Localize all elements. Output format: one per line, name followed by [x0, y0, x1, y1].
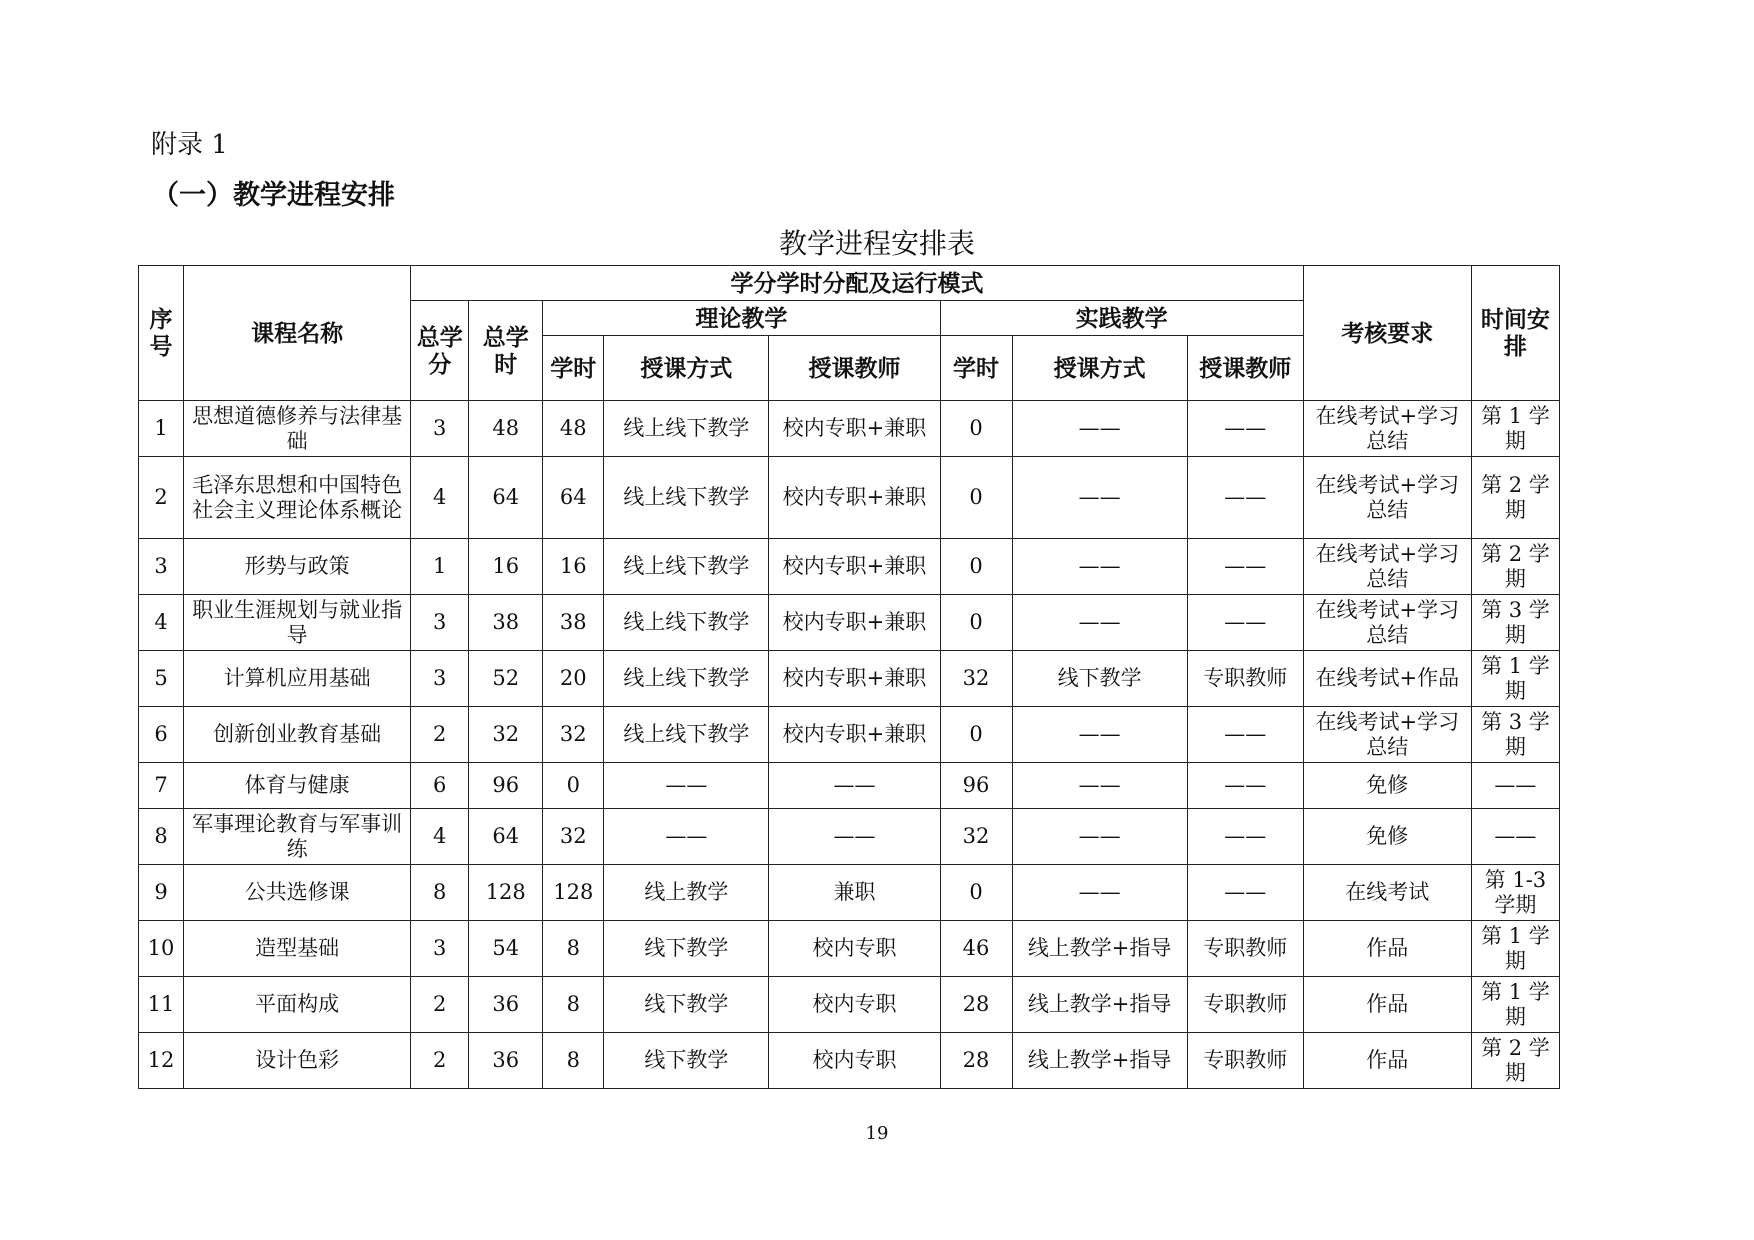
cell-assessment: 在线考试+学习总结 [1303, 707, 1471, 763]
table-row [139, 651, 1560, 707]
cell-theory-hours: 20 [543, 651, 604, 707]
cell-theory-teacher: 兼职 [769, 865, 940, 921]
cell-seq: 3 [139, 539, 184, 595]
cell-practice-teacher: 专职教师 [1187, 977, 1303, 1033]
cell-course-name: 平面构成 [184, 977, 411, 1033]
cell-seq: 2 [139, 457, 184, 539]
cell-total-credits: 2 [411, 1033, 469, 1089]
cell-total-hours: 54 [469, 921, 543, 977]
cell-schedule: —— [1471, 809, 1559, 865]
header-practice-method: 授课方式 [1012, 336, 1187, 401]
cell-course-name: 思想道德修养与法律基础 [184, 401, 411, 457]
table-row [139, 401, 1560, 457]
cell-theory-teacher: 校内专职+兼职 [769, 401, 940, 457]
cell-practice-method: —— [1012, 457, 1187, 539]
cell-assessment: 作品 [1303, 977, 1471, 1033]
cell-practice-hours: 0 [940, 707, 1012, 763]
table-row [139, 457, 1560, 539]
cell-total-hours: 96 [469, 763, 543, 809]
cell-theory-teacher: 校内专职 [769, 921, 940, 977]
cell-practice-method: —— [1012, 401, 1187, 457]
cell-theory-hours: 64 [543, 457, 604, 539]
cell-practice-hours: 0 [940, 595, 1012, 651]
header-allocation-group: 学分学时分配及运行模式 [411, 266, 1304, 301]
cell-seq: 11 [139, 977, 184, 1033]
cell-schedule: 第 1 学期 [1471, 651, 1559, 707]
cell-practice-hours: 28 [940, 977, 1012, 1033]
header-practice: 实践教学 [940, 301, 1303, 336]
cell-practice-method: —— [1012, 763, 1187, 809]
cell-theory-hours: 16 [543, 539, 604, 595]
cell-theory-hours: 32 [543, 707, 604, 763]
cell-seq: 4 [139, 595, 184, 651]
header-course-name: 课程名称 [184, 266, 411, 401]
cell-practice-hours: 32 [940, 651, 1012, 707]
cell-practice-teacher: —— [1187, 539, 1303, 595]
cell-total-credits: 3 [411, 921, 469, 977]
cell-schedule: 第 1 学期 [1471, 977, 1559, 1033]
cell-theory-method: —— [604, 763, 769, 809]
cell-assessment: 免修 [1303, 763, 1471, 809]
cell-theory-method: 线上线下教学 [604, 401, 769, 457]
cell-total-hours: 36 [469, 1033, 543, 1089]
cell-theory-hours: 32 [543, 809, 604, 865]
cell-theory-method: 线上线下教学 [604, 595, 769, 651]
cell-assessment: 免修 [1303, 809, 1471, 865]
cell-practice-hours: 32 [940, 809, 1012, 865]
cell-practice-hours: 0 [940, 401, 1012, 457]
cell-theory-teacher: 校内专职 [769, 1033, 940, 1089]
cell-theory-teacher: 校内专职 [769, 977, 940, 1033]
cell-theory-method: 线上线下教学 [604, 707, 769, 763]
cell-theory-hours: 38 [543, 595, 604, 651]
cell-seq: 12 [139, 1033, 184, 1089]
cell-total-credits: 3 [411, 651, 469, 707]
cell-theory-method: —— [604, 809, 769, 865]
cell-course-name: 计算机应用基础 [184, 651, 411, 707]
header-seq: 序号 [139, 266, 184, 401]
cell-practice-hours: 28 [940, 1033, 1012, 1089]
cell-theory-teacher: 校内专职+兼职 [769, 595, 940, 651]
cell-total-credits: 3 [411, 401, 469, 457]
table-row [139, 865, 1560, 921]
cell-course-name: 军事理论教育与军事训练 [184, 809, 411, 865]
cell-practice-hours: 96 [940, 763, 1012, 809]
cell-total-hours: 64 [469, 809, 543, 865]
cell-total-credits: 1 [411, 539, 469, 595]
cell-total-hours: 32 [469, 707, 543, 763]
header-total-hours: 总学时 [469, 301, 543, 401]
cell-schedule: 第 3 学期 [1471, 595, 1559, 651]
cell-course-name: 造型基础 [184, 921, 411, 977]
cell-theory-method: 线上线下教学 [604, 651, 769, 707]
cell-theory-hours: 48 [543, 401, 604, 457]
cell-practice-teacher: —— [1187, 401, 1303, 457]
header-theory-method: 授课方式 [604, 336, 769, 401]
table-row [139, 921, 1560, 977]
table-row [139, 707, 1560, 763]
cell-theory-hours: 8 [543, 921, 604, 977]
cell-schedule: 第 3 学期 [1471, 707, 1559, 763]
cell-theory-method: 线下教学 [604, 921, 769, 977]
cell-schedule: 第 2 学期 [1471, 457, 1559, 539]
cell-practice-teacher: 专职教师 [1187, 1033, 1303, 1089]
cell-practice-method: 线下教学 [1012, 651, 1187, 707]
cell-practice-teacher: 专职教师 [1187, 921, 1303, 977]
table-row [139, 539, 1560, 595]
cell-total-hours: 38 [469, 595, 543, 651]
cell-total-credits: 2 [411, 977, 469, 1033]
cell-theory-method: 线下教学 [604, 977, 769, 1033]
cell-total-credits: 6 [411, 763, 469, 809]
cell-practice-teacher: —— [1187, 457, 1303, 539]
cell-schedule: 第 2 学期 [1471, 1033, 1559, 1089]
cell-practice-method: —— [1012, 707, 1187, 763]
cell-practice-method: —— [1012, 865, 1187, 921]
cell-theory-method: 线上线下教学 [604, 539, 769, 595]
header-theory-hours: 学时 [543, 336, 604, 401]
table-row [139, 1033, 1560, 1089]
cell-practice-method: —— [1012, 809, 1187, 865]
cell-total-hours: 16 [469, 539, 543, 595]
cell-seq: 8 [139, 809, 184, 865]
cell-theory-hours: 8 [543, 1033, 604, 1089]
cell-theory-method: 线上教学 [604, 865, 769, 921]
cell-practice-teacher: —— [1187, 595, 1303, 651]
cell-total-credits: 4 [411, 809, 469, 865]
cell-assessment: 在线考试+作品 [1303, 651, 1471, 707]
appendix-label: 附录 1 [151, 130, 228, 160]
cell-schedule: 第 1-3 学期 [1471, 865, 1559, 921]
cell-total-hours: 52 [469, 651, 543, 707]
cell-theory-hours: 0 [543, 763, 604, 809]
cell-theory-hours: 128 [543, 865, 604, 921]
cell-theory-teacher: 校内专职+兼职 [769, 651, 940, 707]
cell-total-credits: 4 [411, 457, 469, 539]
cell-theory-teacher: 校内专职+兼职 [769, 707, 940, 763]
header-practice-teacher: 授课教师 [1187, 336, 1303, 401]
cell-practice-hours: 0 [940, 865, 1012, 921]
cell-assessment: 作品 [1303, 1033, 1471, 1089]
cell-practice-method: 线上教学+指导 [1012, 921, 1187, 977]
cell-total-credits: 3 [411, 595, 469, 651]
section-title: （一）教学进程安排 [152, 180, 395, 211]
table-row [139, 809, 1560, 865]
cell-assessment: 在线考试+学习总结 [1303, 457, 1471, 539]
cell-total-hours: 128 [469, 865, 543, 921]
header-practice-hours: 学时 [940, 336, 1012, 401]
cell-seq: 6 [139, 707, 184, 763]
cell-total-credits: 2 [411, 707, 469, 763]
header-theory: 理论教学 [543, 301, 940, 336]
header-schedule: 时间安排 [1471, 266, 1559, 401]
cell-assessment: 在线考试+学习总结 [1303, 595, 1471, 651]
cell-practice-method: 线上教学+指导 [1012, 977, 1187, 1033]
cell-theory-hours: 8 [543, 977, 604, 1033]
cell-seq: 10 [139, 921, 184, 977]
cell-theory-method: 线上线下教学 [604, 457, 769, 539]
cell-total-hours: 48 [469, 401, 543, 457]
cell-theory-teacher: —— [769, 809, 940, 865]
cell-theory-teacher: 校内专职+兼职 [769, 457, 940, 539]
table-row [139, 977, 1560, 1033]
cell-course-name: 体育与健康 [184, 763, 411, 809]
page-number: 19 [865, 1123, 889, 1144]
cell-assessment: 作品 [1303, 921, 1471, 977]
cell-course-name: 职业生涯规划与就业指导 [184, 595, 411, 651]
cell-practice-method: —— [1012, 539, 1187, 595]
cell-assessment: 在线考试+学习总结 [1303, 401, 1471, 457]
header-theory-teacher: 授课教师 [769, 336, 940, 401]
cell-schedule: 第 2 学期 [1471, 539, 1559, 595]
cell-total-hours: 64 [469, 457, 543, 539]
cell-practice-teacher: —— [1187, 707, 1303, 763]
table-row [139, 595, 1560, 651]
cell-course-name: 毛泽东思想和中国特色社会主义理论体系概论 [184, 457, 411, 539]
cell-assessment: 在线考试+学习总结 [1303, 539, 1471, 595]
cell-practice-hours: 0 [940, 539, 1012, 595]
cell-practice-teacher: —— [1187, 763, 1303, 809]
header-total-credits: 总学分 [411, 301, 469, 401]
cell-schedule: 第 1 学期 [1471, 401, 1559, 457]
cell-practice-method: —— [1012, 595, 1187, 651]
cell-practice-teacher: —— [1187, 865, 1303, 921]
cell-assessment: 在线考试 [1303, 865, 1471, 921]
cell-theory-teacher: 校内专职+兼职 [769, 539, 940, 595]
table-caption: 教学进程安排表 [778, 227, 975, 260]
cell-theory-method: 线下教学 [604, 1033, 769, 1089]
cell-schedule: —— [1471, 763, 1559, 809]
cell-practice-hours: 46 [940, 921, 1012, 977]
cell-seq: 5 [139, 651, 184, 707]
cell-practice-teacher: 专职教师 [1187, 651, 1303, 707]
cell-practice-method: 线上教学+指导 [1012, 1033, 1187, 1089]
cell-practice-hours: 0 [940, 457, 1012, 539]
schedule-table [138, 265, 1560, 1089]
cell-seq: 9 [139, 865, 184, 921]
cell-course-name: 设计色彩 [184, 1033, 411, 1089]
header-assessment: 考核要求 [1303, 266, 1471, 401]
cell-course-name: 创新创业教育基础 [184, 707, 411, 763]
cell-schedule: 第 1 学期 [1471, 921, 1559, 977]
cell-total-credits: 8 [411, 865, 469, 921]
cell-theory-teacher: —— [769, 763, 940, 809]
table-row [139, 763, 1560, 809]
cell-seq: 7 [139, 763, 184, 809]
cell-total-hours: 36 [469, 977, 543, 1033]
cell-course-name: 公共选修课 [184, 865, 411, 921]
cell-course-name: 形势与政策 [184, 539, 411, 595]
cell-practice-teacher: —— [1187, 809, 1303, 865]
cell-seq: 1 [139, 401, 184, 457]
